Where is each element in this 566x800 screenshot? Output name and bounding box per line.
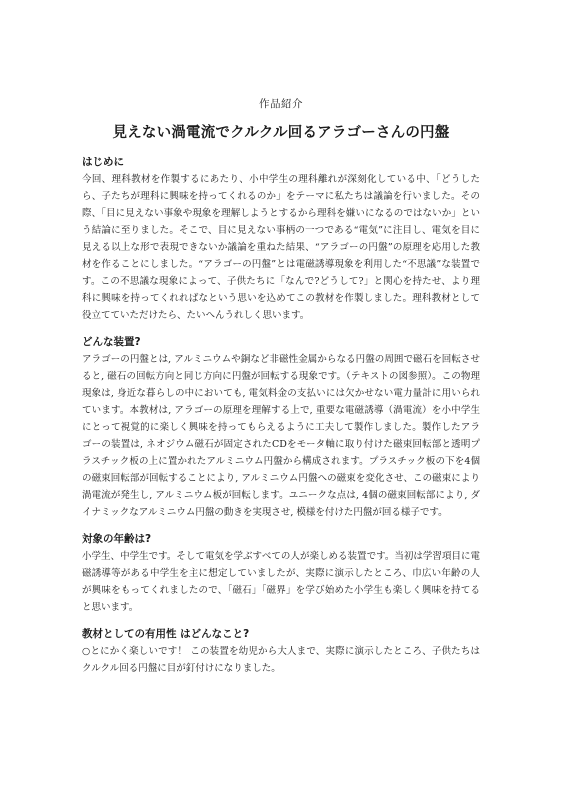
section-body: ○とにかく楽しいです！ この装置を幼児から大人まで、実際に演示したところ、子供たちはクルクル回る円盤に目が釘付けになりました。 xyxy=(82,646,480,674)
section-heading: 教材としての有用性 はどんなこと? xyxy=(82,628,250,640)
section-body: 今回、理科教材を作製するにあたり、小中学生の理科離れが深刻化している中、「どうしたら、子たちが理科に興味を持ってくれるのか」をテーマに私たちは議論を行いました。その際、「目に見えない事象や現象を理解しようとするから理科を嫌いになるのではないか」という結論に至りました。そこで、目に見えない事柄の一つである“電気”に注目し、電気を目に見える以上な形で表現できないか議論を重ねた結果、“アラゴーの円盤”の原理を応用した教材を作ることにしました。“アラゴーの円盤”とは電磁誘導現象を利用した“不思議”な装置です。この不思議な現象によって、子供たちに「なんで?どうして?」と関心を持たせ、より理科に興味を持ってくれればなという思いを込めてこの教材を作製しました。理科教材として役立てていただけたら、たいへんうれしく思います。 xyxy=(82,174,480,321)
document-kicker: 作品紹介 xyxy=(259,98,303,110)
section-body: 小学生、中学生です。そして電気を学ぶすべての人が楽しめる装置です。当初は学習項目に電磁誘導等がある中学生を主に想定していましたが、実際に演示したところ、巾広い年齢の人が興味をもってくれましたので、「磁石」「磁界」を学び始めた小学生も楽しく興味を持てると思います。 xyxy=(82,551,480,613)
section-heading: はじめに xyxy=(82,156,124,168)
section-usefulness xyxy=(82,626,480,677)
section-target-age xyxy=(82,531,480,616)
document-title: 見えない渦電流でクルクル回るアラゴーさんの円盤 xyxy=(112,125,450,141)
section-heading: どんな装置? xyxy=(82,336,141,348)
section-body: アラゴーの円盤とは, アルミニウムや銅など非磁性金属からなる円盤の周囲で磁石を回転させると, 磁石の回転方向と同じ方向に円盤が回転する現象です。（テキストの図参照）。この物理現象は, 身近な暮らしの中においても, 電気料金の支払いには欠かせない電力量計に用いられています。本教材は, アラゴーの原理を理解する上で, 重要な電磁誘導（渦電流）を小中学生にとって視覚的に楽しく興味を持ってもらえるように工夫して製作しました。製作したアラゴーの装置は, ネオジウム磁石が固定されたCDをモータ軸に取り付けた磁束回転部と透明プラスチック板の上に置かれたアルミニウム円盤から構成されます。プラスチック板の下を4個の磁束回転部が回転することにより, アルミニウム円盤への磁束を変化させ、この磁束により渦電流が発生し, アルミニウム板が回転します。ユニークな点は, 4個の磁束回転部により, ダイナミックなアルミニウム円盤の動きを実現させ, 模様を付けた円盤が回る様子です。 xyxy=(82,354,480,518)
section-intro xyxy=(82,154,480,324)
section-device xyxy=(82,334,480,521)
section-heading: 対象の年齢は? xyxy=(82,533,152,545)
